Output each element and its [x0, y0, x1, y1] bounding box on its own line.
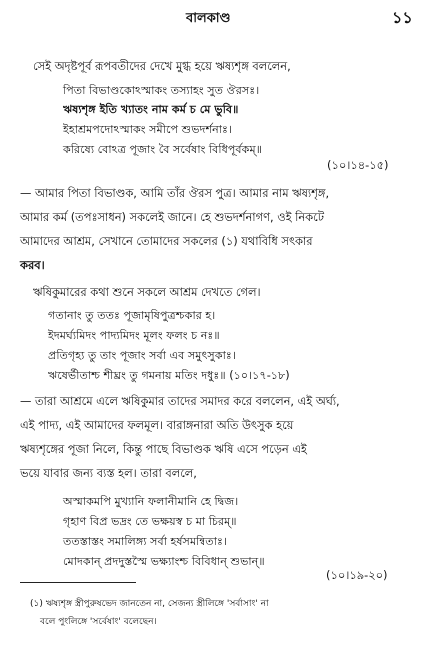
para1-line-2: আমার কর্ম (তপঃসাধন) সকলেই জানে। হে শুভদর্শনাগণ, ওই নিকটে — [20, 210, 324, 224]
para1-line-1: — আমার পিতা বিভাণ্ডক, আমি তাঁর ঔরস পুত্র। আমার নাম ঋষ্যশৃঙ্গ, — [20, 186, 330, 200]
verse3-line-1: অস্মাকমপি মুখ্যানি ফলানীমানি হে দ্বিজ। — [63, 495, 239, 508]
verse3-reference: (১০।১৯-২০) — [326, 568, 388, 582]
verse2-line-1: গতানাং তু ততঃ পূজামৃষিপুত্রশ্চকার হ। — [48, 309, 216, 322]
para3-line-1: — তারা আশ্রমে এলে ঋষিকুমার তাদের সমাদর করে বললেন, এই অর্ঘ্য, — [20, 394, 340, 408]
para3-line-2: এই পাদ্য, এই আমাদের ফলমূল। বারাঙ্গনারা অতি উৎসুক হয়ে — [20, 418, 294, 432]
para3-line-4: ভয়ে যাবার জন্য ব্যস্ত হল। তারা বললে, — [20, 466, 197, 480]
intro-line: সেই অদৃষ্টপূর্ব রূপবতীদের দেখে মুগ্ধ হয়ে ঋষ্যশৃঙ্গ বললেন, — [33, 59, 291, 73]
verse2-line-3: প্রতিগৃহ্য তু তাং পূজাং সর্বা এব সমুৎসুকাঃ। — [48, 349, 236, 362]
footnote-line-2: বলে পুংলিঙ্গে 'সর্বেষাং' বলেছেন। — [40, 617, 157, 627]
verse1-line-2: ঋষ্যশৃঙ্গ ইতি খ্যাতং নাম কর্ম চ মে ভুবি॥ — [63, 103, 239, 116]
para1-line-3: আমাদের আশ্রম, সেখানে তোমাদের সকলের (১) যথাবিধি সৎকার — [20, 234, 313, 248]
para1-line-4: করব। — [20, 258, 45, 272]
verse1-line-4: করিষ্যে বোঽত্র পূজাং বৈ সর্বেষাং বিধিপূর্বকম্॥ — [63, 143, 263, 156]
para3-line-3: ঋষ্যশৃঙ্গের পূজা নিলে, কিন্তু পাছে বিভাণ্ডক ঋষি এসে পড়েন এই — [20, 442, 307, 456]
verse2-line-2: ইদমর্ঘ্যমিদং পাদ্যমিদং মূলং ফলং চ নঃ॥ — [48, 329, 220, 342]
verse1-line-1: পিতা বিভাণ্ডকোঽস্মাকং তস্যাহং সুত ঔরসঃ। — [63, 84, 260, 97]
verse1-line-3: ইহাশ্রমপদোঽস্মাকং সমীপে শুভদর্শনাঃ। — [63, 123, 232, 136]
page-header-title: বালকাণ্ড — [186, 11, 231, 26]
verse3-line-4: মোদকান্ প্রদদুস্তস্মৈ ভক্ষ্যাংশ্চ বিবিধান্ শুভান্॥ — [63, 555, 265, 568]
page-number: ১১ — [392, 8, 413, 27]
para2-line: ঋষিকুমারের কথা শুনে সকলে আশ্রম দেখতে গেল। — [33, 285, 261, 299]
verse3-line-2: গৃহাণ বিপ্র ভদ্রং তে ভক্ষয়স্ব চ মা চিরম্॥ — [63, 515, 237, 528]
verse1-reference: (১০।১৪-১৫) — [327, 158, 389, 172]
verse3-line-3: ততস্তাস্তং সমালিঙ্গ্য সর্বা হর্ষসমন্বিতাঃ। — [63, 535, 227, 548]
verse2-line-4: ঋষের্ভীতাশ্চ শীঘ্রং তু গমনায় মতিং দধুঃ॥ (১০।১৭-১৮) — [48, 369, 290, 382]
footnote-line-1: (১) ঋষ্যশৃঙ্গ স্ত্রীপুরুষভেদ জানতেন না, সেজন্য স্ত্রীলিঙ্গে 'সর্বাসাং' না — [30, 599, 269, 609]
footnote-divider — [20, 582, 136, 583]
